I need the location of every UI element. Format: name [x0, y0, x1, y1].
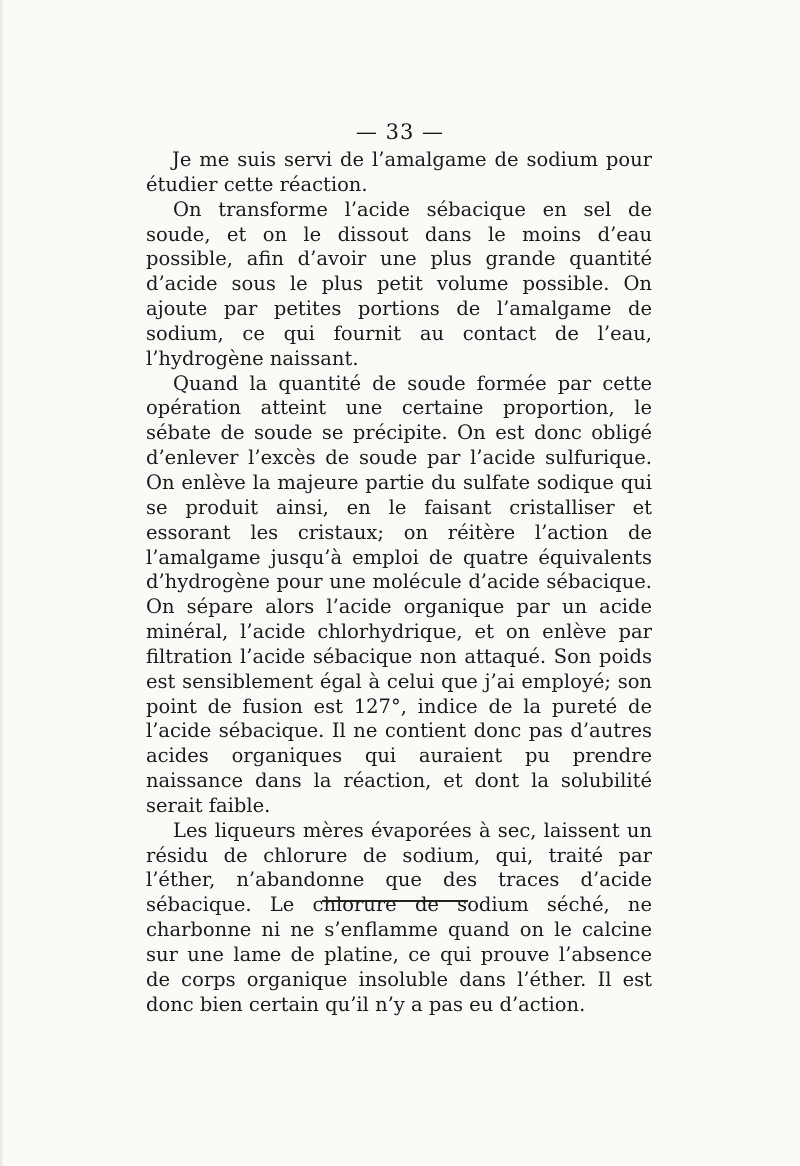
paragraph-3: Quand la quantité de soude formée par cette opération atteint une certaine proportion, le sébate de soude se précipite. On est donc obligé d’enlever l’excès de soude par l’acide sulfurique. On enlève la majeure partie du sulfate sodique qui se produit ainsi, en le faisant cristalliser et essorant les cristaux; on réitère l’action de l’amalgame jusqu’à emploi de quatre équivalents d’hydrogène pour une molécule d’acide sébacique. On sépare alors l’acide organique par un acide minéral, l’acide chlorhydrique, et on enlève par filtration l’acide sébacique non attaqué. Son poids est sensiblement égal à celui que j’ai employé; son point de fusion est 127°, indice de la pureté de l’acide sébacique. Il ne contient donc pas d’autres acides organiques qui auraient pu prendre naissance dans la réaction, et dont la solubilité serait faible.	[146, 371, 652, 817]
page-number: — 33 —	[355, 120, 445, 144]
section-end-rule	[322, 900, 468, 902]
page-edge-shadow	[0, 0, 4, 1166]
body-text	[146, 148, 652, 1018]
paragraph-1: Je me suis servi de l’amalgame de sodium pour étudier cette réaction.	[146, 148, 652, 196]
paragraph-4: Les liqueurs mères évaporées à sec, laissent un résidu de chlorure de sodium, qui, traité par l’éther, n’abandonne que des traces d’acide sébacique. Le chlorure de sodium séché, ne charbonne ni ne s’enflamme quand on le calcine sur une lame de platine, ce qui prouve l’absence de corps organique insoluble dans l’éther. Il est donc bien certain qu’il n’y a pas eu d’action.	[146, 818, 652, 1016]
paragraph-2: On transforme l’acide sébacique en sel de soude, et on le dissout dans le moins d’eau possible, afin d’avoir une plus grande quantité d’acide sous le plus petit volume possible. On ajoute par petites portions de l’amalgame de sodium, ce qui fournit au contact de l’eau, l’hydrogène naissant.	[146, 197, 652, 370]
